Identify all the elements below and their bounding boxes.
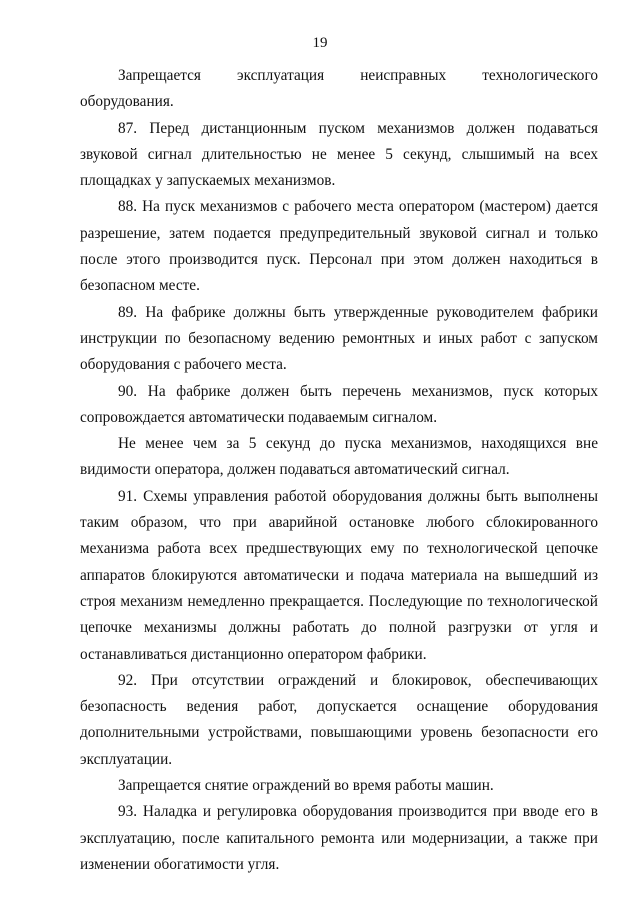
page-number: 19 [312, 35, 328, 51]
paragraph-automatic-signal: Не менее чем за 5 секунд до пуска механизмов, находящихся вне видимости оператора, должен подаваться автоматический сигнал. [80, 435, 598, 479]
paragraph-guard-removal-prohibited: Запрещается снятие ограждений во время работы машин. [118, 777, 494, 795]
paragraph-item-87: 87. Перед дистанционным пуском механизмов должен подаваться звуковой сигнал длительностью не менее 5 секунд, слышимый на всех площадках у запускаемых механизмов. [80, 119, 598, 190]
paragraph-item-91: 91. Схемы управления работой оборудования должны быть выполнены таким образом, что при аварийной остановке любого сблокированного механизма работа всех предшествующих ему по технологической цепочке аппаратов блокируются автоматически и подача материала на вышедший из строя механизм немедленно прекращается. Последующие по технологической цепочке механизмы должны работать до полной разгрузки от угля и останавливаться дистанционно оператором фабрики. [80, 487, 598, 663]
paragraph-item-92: 92. При отсутствии ограждений и блокировок, обеспечивающих безопасность ведения работ, допускается оснащение оборудования дополнительными устройствами, повышающими уровень безопасности его эксплуатации. [80, 671, 598, 768]
paragraph-item-90: 90. На фабрике должен быть перечень механизмов, пуск которых сопровождается автоматически подаваемым сигналом. [80, 382, 598, 426]
document-body [80, 63, 598, 878]
paragraph-item-89: 89. На фабрике должны быть утвержденные руководителем фабрики инструкции по безопасному ведению ремонтных и иных работ с запуском оборудования с рабочего места. [80, 303, 598, 374]
paragraph-prohibition-faulty-equipment: Запрещается эксплуатация неисправных технологического оборудования. [80, 67, 598, 111]
paragraph-item-93: 93. Наладка и регулировка оборудования производится при вводе его в эксплуатацию, после капитального ремонта или модернизации, а также при изменении обогатимости угля. [80, 803, 598, 873]
paragraph-item-88: 88. На пуск механизмов с рабочего места оператором (мастером) дается разрешение, затем подается предупредительный звуковой сигнал и только после этого производится пуск. Персонал при этом должен находиться в безопасном месте. [80, 198, 598, 295]
